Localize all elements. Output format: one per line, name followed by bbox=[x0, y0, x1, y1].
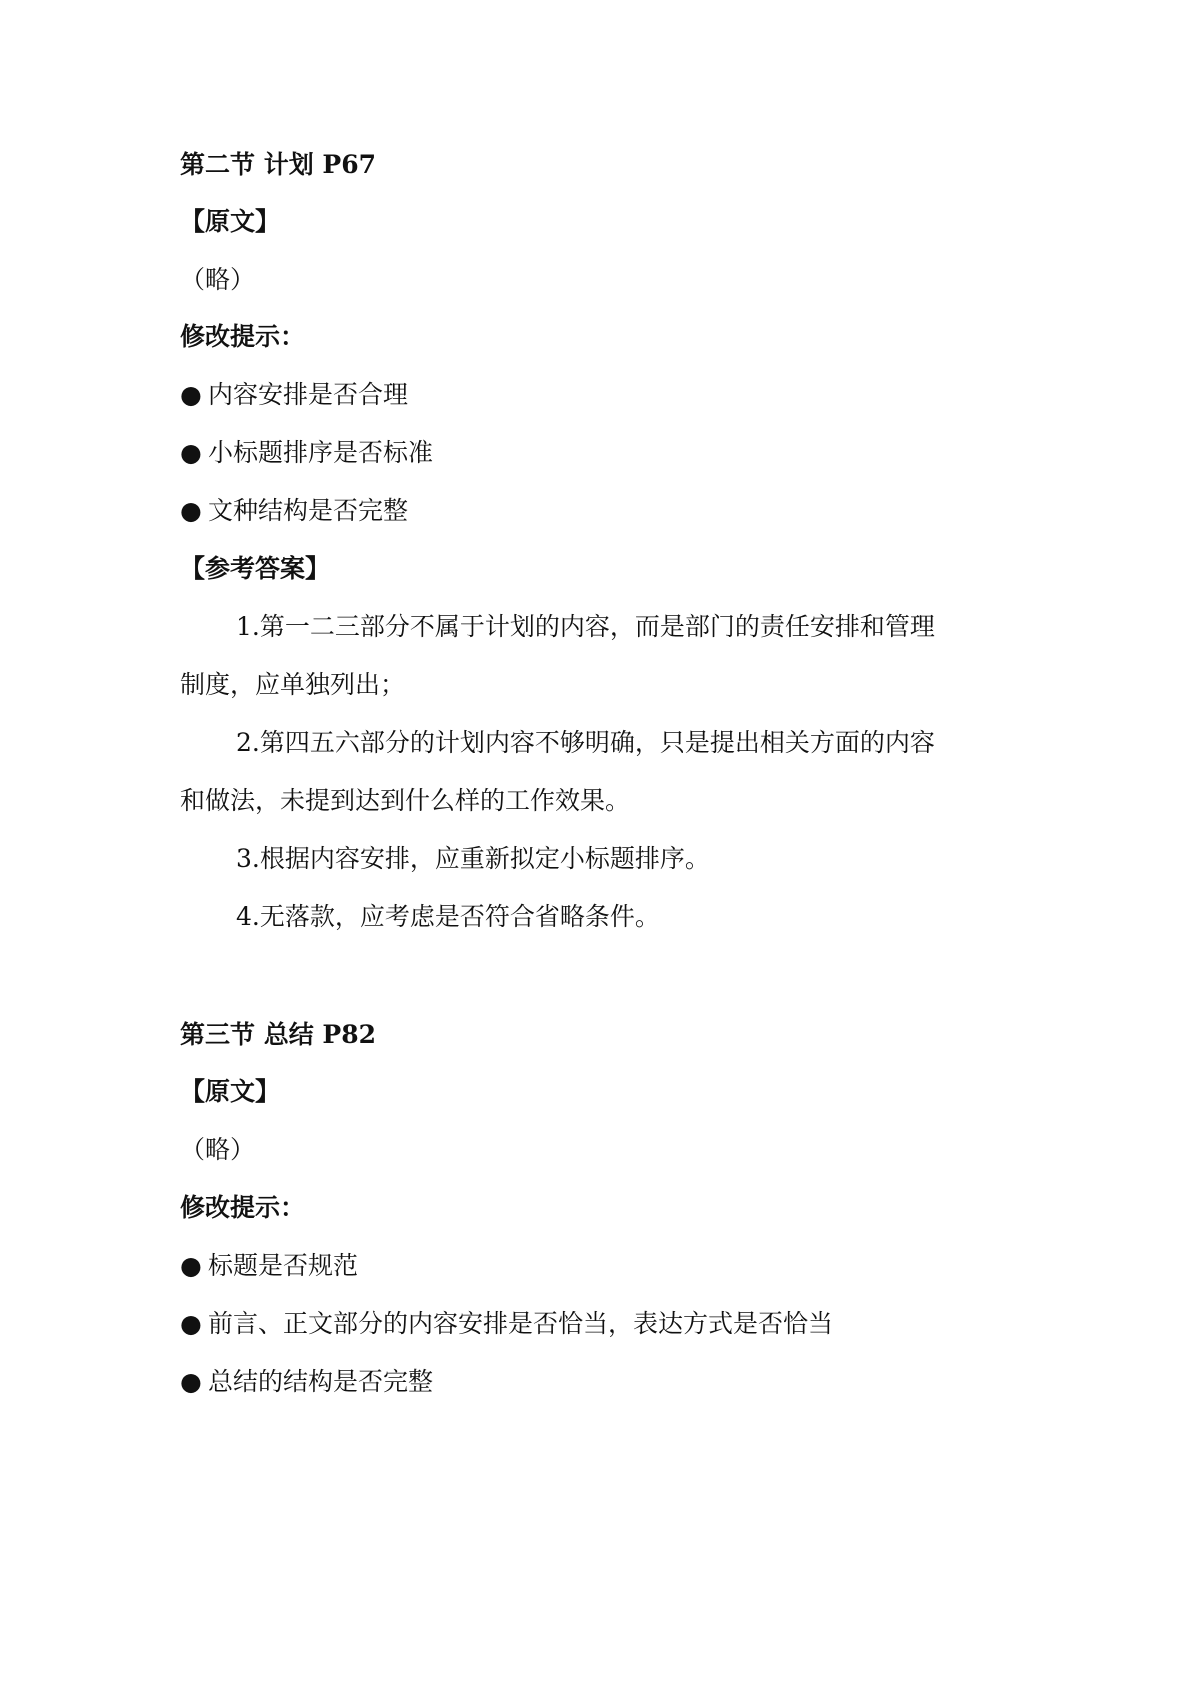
section-2-heading: 第二节 计划 P67 bbox=[180, 150, 376, 179]
bullet-icon: ● bbox=[180, 1251, 202, 1280]
answer-2-line-2: 和做法，未提到达到什么样的工作效果。 bbox=[180, 786, 631, 815]
section-2-omitted-text: （略） bbox=[180, 265, 256, 294]
section-2-tip-item bbox=[180, 436, 433, 470]
section-2-answer-label: 【参考答案】 bbox=[180, 554, 331, 583]
tip-text: 前言、正文部分的内容安排是否恰当，表达方式是否恰当 bbox=[208, 1309, 834, 1338]
tip-text: 小标题排序是否标准 bbox=[208, 438, 434, 467]
section-3-omitted-text: （略） bbox=[180, 1135, 256, 1164]
tip-text: 内容安排是否合理 bbox=[208, 380, 409, 409]
bullet-icon: ● bbox=[180, 1309, 202, 1338]
section-3-tips-label: 修改提示： bbox=[180, 1193, 306, 1222]
section-2-tips-label: 修改提示： bbox=[180, 322, 306, 351]
bullet-icon: ● bbox=[180, 438, 202, 467]
section-3-tip-item bbox=[180, 1249, 358, 1283]
answer-1-line-1: 1.第一二三部分不属于计划的内容，而是部门的责任安排和管理 bbox=[236, 612, 935, 641]
answer-4: 4.无落款，应考虑是否符合省略条件。 bbox=[236, 902, 660, 931]
answer-3: 3.根据内容安排，应重新拟定小标题排序。 bbox=[236, 844, 710, 873]
tip-text: 总结的结构是否完整 bbox=[208, 1367, 434, 1396]
bullet-icon: ● bbox=[180, 496, 202, 525]
section-3-tip-item bbox=[180, 1307, 833, 1341]
tip-text: 文种结构是否完整 bbox=[208, 496, 409, 525]
answer-2-line-1: 2.第四五六部分的计划内容不够明确，只是提出相关方面的内容 bbox=[236, 728, 935, 757]
section-2-original-label: 【原文】 bbox=[180, 207, 281, 236]
section-2-tip-item bbox=[180, 494, 408, 528]
section-3-tip-item bbox=[180, 1365, 433, 1399]
section-2-tip-item bbox=[180, 378, 408, 412]
section-3-original-label: 【原文】 bbox=[180, 1077, 281, 1106]
bullet-icon: ● bbox=[180, 380, 202, 409]
answer-1-line-2: 制度，应单独列出； bbox=[180, 670, 406, 699]
tip-text: 标题是否规范 bbox=[208, 1251, 359, 1280]
section-3-heading: 第三节 总结 P82 bbox=[180, 1020, 376, 1049]
bullet-icon: ● bbox=[180, 1367, 202, 1396]
